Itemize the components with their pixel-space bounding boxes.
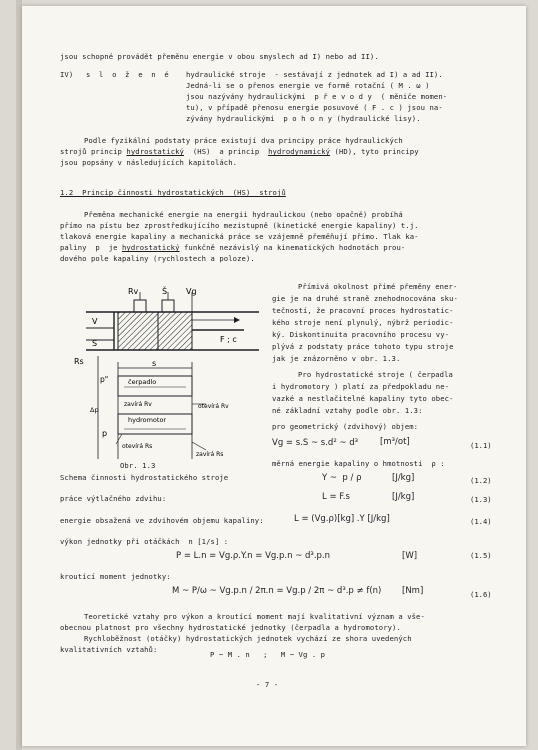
paragraph-line: paliny p je hydrostatický funkčně nezávislý na kinematických hodnotách prou-	[60, 243, 406, 252]
formula: L = (Vg.ρ)[kg] .Y [J/kg]	[294, 514, 390, 524]
formula-unit: [Nm]	[402, 586, 424, 596]
figure-number: Obr. 1.3	[120, 461, 156, 470]
paragraph-line: gie je na druhé straně znehodnocována sku-	[272, 294, 458, 303]
paragraph-line: ký. Diskontinuita pracovního procesu vy-	[272, 330, 450, 339]
piston	[158, 312, 192, 350]
equation-number: (1.4)	[470, 517, 492, 526]
section-heading: 1.2 Princip činnosti hydrostatických (HS) strojů	[60, 188, 286, 197]
formula: P = L.n = Vg.ρ.Y.n = Vg.p.n ~ d³.p.n	[176, 551, 331, 561]
paragraph-line: Teoretické vztahy pro výkon a kroutící moment mají kvalitativní význam a vše-	[84, 612, 425, 621]
paragraph-line: zývány hydraulickými p o h o n y (hydraulické lisy).	[186, 114, 421, 123]
label-force-speed: F ; c	[220, 335, 237, 344]
valve-rv	[134, 300, 146, 312]
formula: M ~ P/ω ~ Vg.p.n / 2π.n = Vg.p / 2π ~ d³.p ≠ f(n)	[172, 586, 382, 596]
equation-number: (1.6)	[470, 590, 492, 599]
label-closes-rv: zavírá Rv	[124, 401, 152, 408]
formula-label: energie obsažená ve zdvihovém objemu kapaliny:	[60, 516, 264, 525]
paragraph-line: Přímivá okolnost přímé přeměny ener-	[298, 282, 458, 291]
label-rv: Rv	[128, 287, 139, 296]
label-pressure-dbl: p"	[100, 375, 109, 384]
paragraph-line: jsou schopné provádět přeměnu energie v obou smyslech ad I) nebo ad II).	[60, 52, 379, 61]
formula-label: práce výtlačného zdvihu:	[60, 494, 167, 503]
paragraph-line: né základní vztahy podle obr. 1.3:	[272, 406, 423, 415]
paragraph-line: přímo na pístu bez zprostředkujícího mezistupně (kinetické energie kapaliny) t.j.	[60, 221, 419, 230]
paragraph-line: dového pole kapaliny (rychlostech a poloze).	[60, 254, 255, 263]
paragraph-line: tlaková energie kapaliny a mechanická práce se vzájemně přeměňují přímo. Tlak ka-	[60, 232, 419, 241]
equation-number: (1.5)	[470, 551, 492, 560]
label-rs: Rs	[74, 357, 84, 366]
formula-label: výkon jednotky při otáčkách n [1/s] :	[60, 537, 229, 546]
formula: L = F.s	[322, 492, 350, 502]
figure-caption: Schema činnosti hydrostatického stroje	[60, 473, 229, 482]
formula-label: měrná energie kapaliny o hmotnosti ρ :	[272, 459, 445, 468]
paragraph-line: jak je znázorněno v obr. 1.3.	[272, 354, 401, 363]
label-pump: čerpadlo	[128, 378, 157, 386]
formula-label: kroutící moment jednotky:	[60, 572, 171, 581]
paragraph-line: Jedná-li se o přenos energie ve formě rotační ( M . ω )	[186, 81, 430, 90]
label-opens-rs: otevírá Rs	[122, 443, 153, 450]
paragraph-line: obecnou platnost pro všechny hydrostatické jednotky (čerpadla a hydromotory).	[60, 623, 401, 632]
paragraph-line: i hydromotory ) platí za předpokladu ne-	[272, 382, 450, 391]
label-stroke: s	[152, 359, 157, 368]
equation-number: (1.2)	[470, 476, 492, 485]
formula-unit: [m³/ot]	[380, 437, 410, 447]
formula-label: pro geometrický (zdvihový) objem:	[272, 422, 419, 431]
paragraph-line: strojů princip hydrostatický (HS) a princip hydrodynamický (HD), tyto principy	[60, 147, 419, 156]
label-vg: Vg	[186, 287, 197, 296]
list-label: IV)	[60, 70, 74, 79]
label-pressure: p	[102, 429, 108, 438]
label-v: V	[92, 317, 98, 326]
paragraph-line: Rychloběžnost (otáčky) hydrostatických jednotek vychází ze shora uvedených	[84, 634, 412, 643]
formula-unit: [J/kg]	[392, 473, 415, 483]
formula: Y ~ p / ρ	[322, 473, 362, 483]
list-term: s l o ž e n é	[86, 70, 171, 79]
label-s: S	[92, 339, 98, 348]
formula-unit: [J/kg]	[392, 492, 415, 502]
paragraph-line: tečností, že pracovní proces hydrostatic-	[272, 306, 454, 315]
paragraph-line: vazké a nestlačitelné kapaliny tyto obec-	[272, 394, 454, 403]
paragraph-line: Přeměna mechanické energie na energii hydraulickou (nebo opačně) probíhá	[84, 210, 403, 219]
paragraph-line: hydraulické stroje - sestávají z jednotek ad I) a ad II).	[186, 70, 443, 79]
paragraph-line: Podle fyzikální podstaty práce existují dva principy práce hydraulických	[84, 136, 403, 145]
valve-s	[162, 300, 174, 312]
label-delta-p: Δp	[90, 406, 99, 414]
paragraph-line: jsou nazývány hydraulickými p ř e v o d y ( měniče momen-	[186, 92, 448, 101]
paragraph-line: Pro hydrostatické stroje ( čerpadla	[298, 370, 453, 379]
formula: P ~ M . n ; M ~ Vg . p	[210, 650, 326, 659]
formula: Vg = s.S ~ s.d² ~ d³	[272, 438, 359, 448]
paragraph-line: plývá z podstaty práce tohoto typu stroje	[272, 342, 454, 351]
displacement-volume	[118, 312, 158, 350]
label-s-caron: Š	[162, 287, 168, 296]
label-hydromotor: hydromotor	[128, 416, 167, 424]
equation-number: (1.1)	[470, 441, 492, 450]
hydrostatic-machine-diagram	[74, 284, 274, 460]
label-opens-rv: otevírá Rv	[198, 403, 229, 410]
paragraph-line: kvalitativních vztahů:	[60, 645, 158, 654]
label-closes-rs: zavírá Rs	[196, 451, 224, 458]
equation-number: (1.3)	[470, 495, 492, 504]
paragraph-line: jsou popsány v následujících kapitolách.	[60, 158, 238, 167]
paragraph-line: tu), v případě přenosu energie posuvové ( F . c ) jsou na-	[186, 103, 443, 112]
page-number: - 7 -	[256, 680, 279, 689]
formula-unit: [W]	[402, 551, 418, 561]
paragraph-line: kého stroje není plynulý, nýbrž periodic-	[272, 318, 454, 327]
